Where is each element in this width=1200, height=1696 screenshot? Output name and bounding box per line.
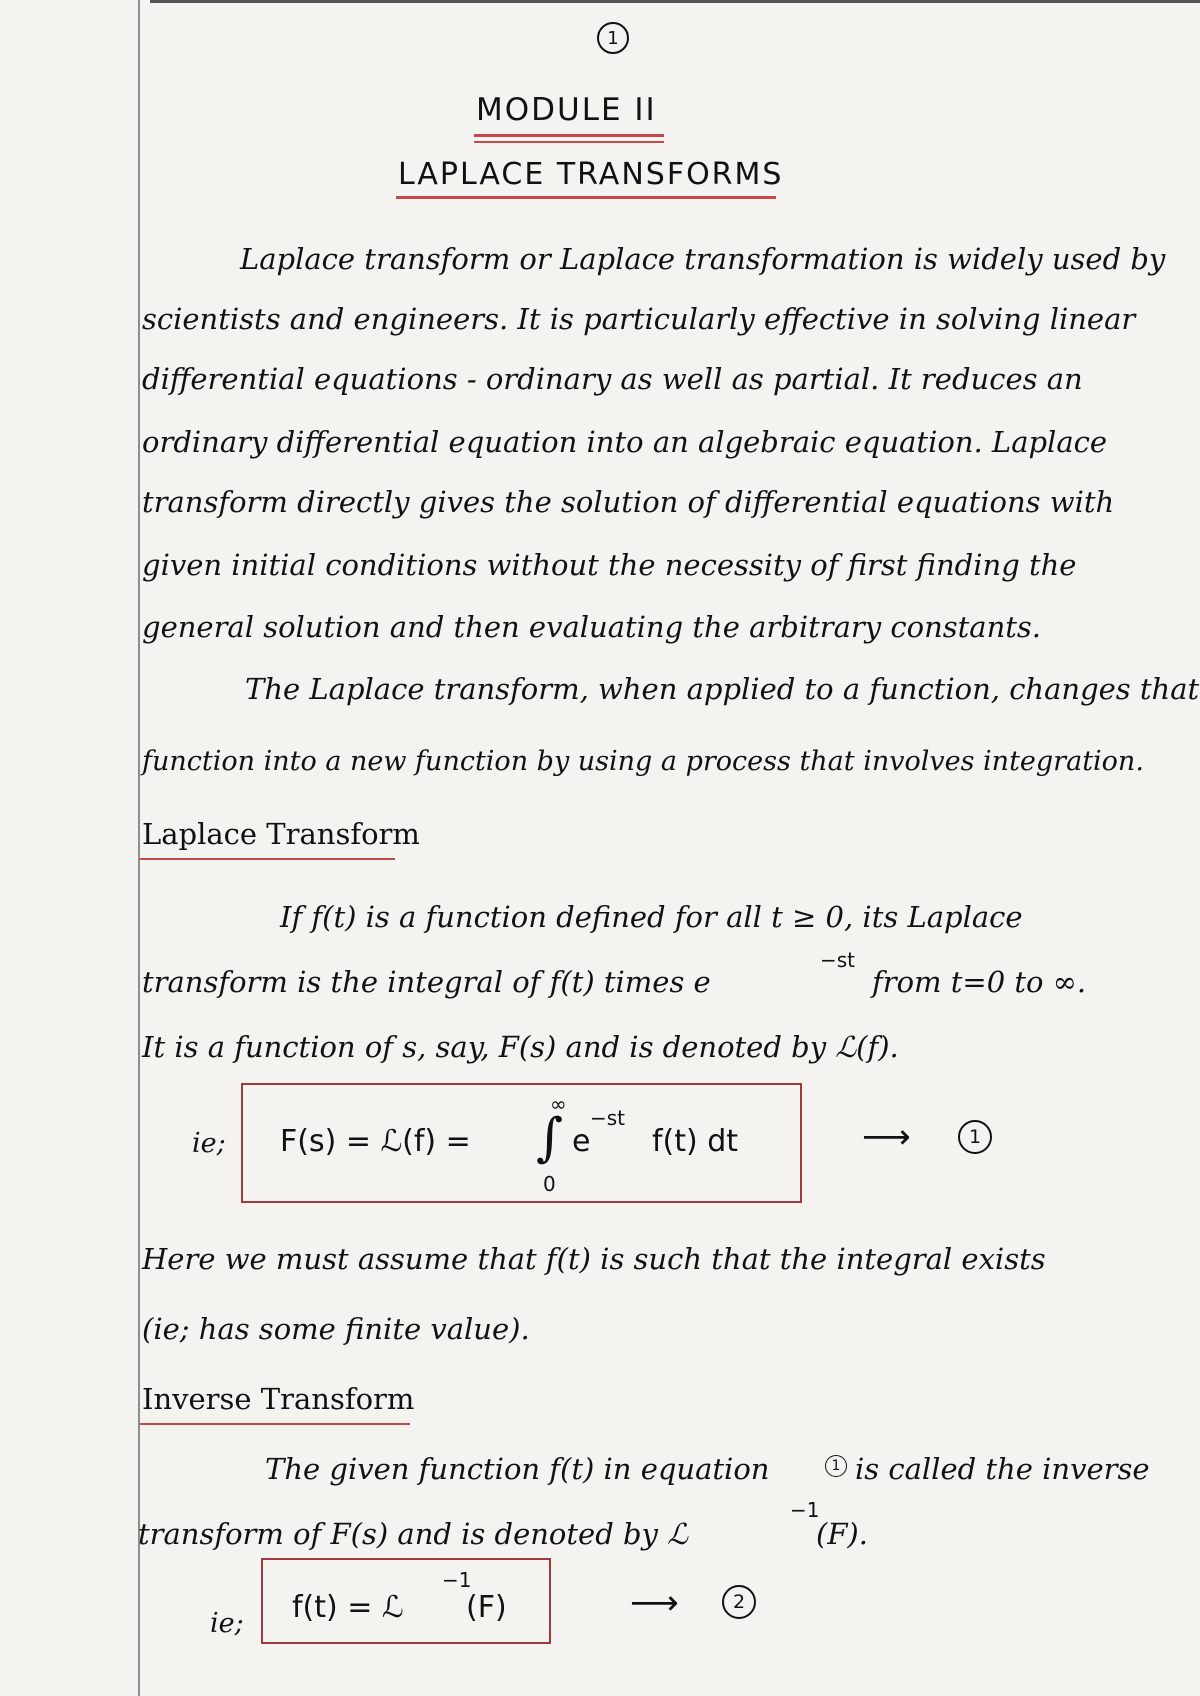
inverse-transform-heading: Inverse Transform [142, 1382, 415, 1416]
intro-line-1: Laplace transform or Laplace transformation is widely used by [240, 242, 1166, 276]
eq2-lhs: f(t) = ℒ [292, 1590, 404, 1625]
laplace-heading-underline [140, 858, 395, 860]
chapter-title-underline [396, 196, 776, 199]
intro-line-7: general solution and then evaluating the arbitrary constants. [142, 610, 1041, 644]
page-top-edge [150, 0, 1200, 3]
definition-line-2a: transform is the integral of f(t) times e [142, 965, 711, 999]
module-title-underline [474, 134, 664, 137]
inverse-equation-ref: 1 [825, 1455, 847, 1477]
intro-line-6: given initial conditions without the necessity of first finding the [142, 548, 1077, 582]
inverse-line-2b: (F). [816, 1517, 868, 1551]
definition-line-2b: from t=0 to ∞. [872, 965, 1087, 999]
eq1-arrow: ⟶ [862, 1117, 911, 1157]
eq1-base: e [572, 1124, 591, 1159]
process-line-1: The Laplace transform, when applied to a function, changes that [245, 672, 1200, 706]
eq1-prefix: ie; [192, 1128, 226, 1159]
definition-line-3: It is a function of s, say, F(s) and is denoted by ℒ(f). [142, 1030, 899, 1064]
page-number: 1 [597, 22, 629, 54]
definition-exponent: −st [820, 948, 856, 972]
chapter-title: LAPLACE TRANSFORMS [398, 157, 784, 192]
eq1-label: 1 [958, 1120, 992, 1154]
margin-line [138, 0, 140, 1696]
definition-line-1: If f(t) is a function defined for all t ≥ 0, its Laplace [280, 900, 1023, 934]
intro-line-4: ordinary differential equation into an algebraic equation. Laplace [142, 425, 1108, 459]
eq2-prefix: ie; [210, 1608, 244, 1639]
eq2-arrow: ⟶ [630, 1583, 679, 1623]
assumption-line-2: (ie; has some finite value). [142, 1312, 530, 1346]
module-title: MODULE II [476, 92, 657, 128]
eq1-lower-limit: 0 [543, 1172, 556, 1196]
inverse-line-2-exponent: −1 [790, 1498, 820, 1522]
intro-line-5: transform directly gives the solution of differential equations with [142, 485, 1115, 519]
assumption-line-1: Here we must assume that f(t) is such that the integral exists [142, 1242, 1046, 1276]
eq1-integral-sign: ∫ [536, 1108, 564, 1168]
inverse-heading-underline [140, 1423, 410, 1425]
intro-line-3: differential equations - ordinary as well as partial. It reduces an [142, 362, 1083, 396]
module-title-underline-2 [474, 141, 664, 143]
eq1-lhs: F(s) = ℒ(f) = [280, 1124, 471, 1159]
laplace-transform-heading: Laplace Transform [142, 817, 420, 851]
inverse-line-1b: is called the inverse [855, 1452, 1150, 1486]
eq1-exponent: −st [590, 1106, 626, 1130]
eq2-rhs: (F) [466, 1590, 507, 1625]
inverse-line-2a: transform of F(s) and is denoted by ℒ [138, 1517, 689, 1551]
eq1-upper-limit: ∞ [550, 1092, 567, 1116]
eq2-exponent: −1 [442, 1568, 472, 1592]
eq1-integrand: f(t) dt [652, 1124, 739, 1159]
inverse-line-1a: The given function f(t) in equation [265, 1452, 770, 1486]
process-line-2: function into a new function by using a process that involves integration. [142, 746, 1144, 777]
eq2-label: 2 [722, 1585, 756, 1619]
intro-line-2: scientists and engineers. It is particularly effective in solving linear [142, 302, 1136, 336]
